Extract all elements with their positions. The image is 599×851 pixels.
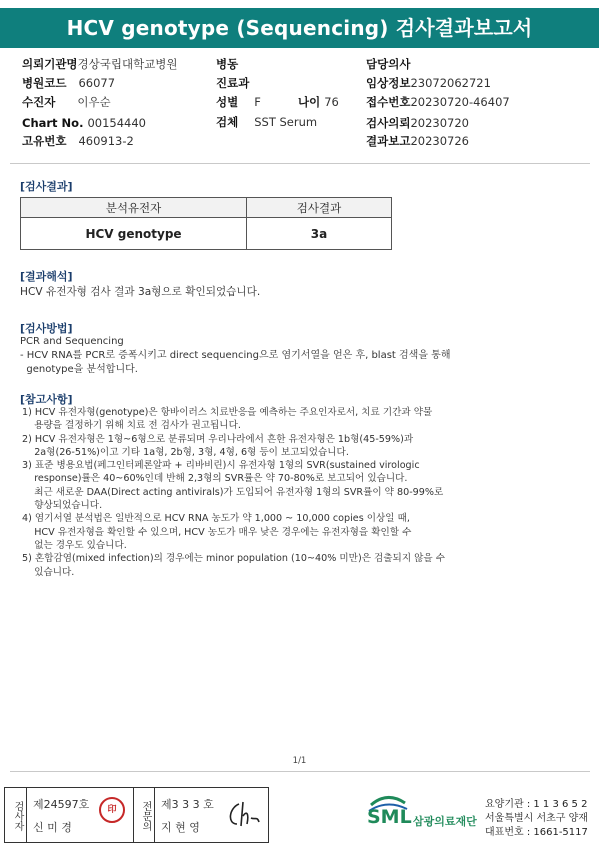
facility-phone: 대표번호 : 1661-5117 (485, 827, 588, 838)
footer-divider (10, 771, 590, 772)
field-specimen: 검체 SST Serum (216, 115, 318, 129)
logo-abbr: SML (367, 806, 412, 828)
field-department: 진료과 (216, 76, 250, 90)
inspector-no: 제24597호 (33, 798, 90, 811)
note-line: 3) 표준 병용요법(페그인터페론알파 + 리바비린)시 유전자형 1형의 SVR(sustained virologic (22, 460, 420, 472)
inspector-label: 검사자 (5, 788, 27, 842)
field-ward: 병동 (216, 57, 239, 71)
reviewer-no: 제3 3 3 호 (161, 798, 214, 811)
notes-heading: [참고사항] (20, 393, 73, 406)
reviewer-signature-icon (225, 798, 265, 832)
method-line: - HCV RNA를 PCR로 증폭시키고 direct sequencing으로 염기서열을 얻은 후, blast 검색을 통해 (20, 350, 451, 361)
field-report-date: 결과보고20230726 (366, 134, 469, 148)
note-line: 용량을 결정하기 위해 치료 전 검사가 권고됩니다. (22, 420, 241, 432)
field-request-date: 검사의뢰20230720 (366, 116, 469, 130)
method-line: PCR and Sequencing (20, 336, 124, 347)
inspector-name: 신 미 경 (33, 821, 72, 834)
method-line: genotype을 분석합니다. (20, 364, 138, 375)
field-receipt-no: 접수번호20230720-46407 (366, 95, 510, 109)
result-heading: [검사결과] (20, 180, 73, 193)
result-col-gene: 분석유전자 (21, 198, 247, 218)
inspector-seal-icon: 印 (99, 797, 125, 823)
method-heading: [검사방법] (20, 322, 73, 335)
notes-list (22, 406, 445, 579)
interpretation-heading: [결과해석] (20, 270, 73, 283)
interpretation-text: HCV 유전자형 검사 결과 3a형으로 확인되었습니다. (20, 286, 261, 298)
field-doctor: 담당의사 (366, 57, 411, 71)
field-clinical-info: 임상정보23072062721 (366, 76, 491, 90)
result-col-result: 검사결과 (247, 198, 392, 218)
header-divider (10, 163, 590, 164)
note-line: HCV 유전자형을 확인할 수 있으며, HCV 농도가 매우 낮은 경우에는 유전자형을 확인할 수 (22, 526, 412, 538)
signature-box (4, 787, 269, 843)
result-table (20, 197, 392, 250)
report-title: HCV genotype (Sequencing) 검사결과보고서 (0, 8, 599, 48)
facility-address: 서울특별시 서초구 양재 (485, 813, 588, 824)
field-hospital-code: 병원코드 66077 (22, 76, 116, 90)
note-line: 1) HCV 유전자형(genotype)은 항바이러스 치료반응을 예측하는 주요인자로서, 치료 기간과 약물 (22, 407, 433, 418)
field-requesting-institution: 의뢰기관명경상국립대학교병원 (22, 57, 178, 71)
reviewer-label: 전문의 (133, 788, 155, 842)
note-line: 향상되었습니다. (22, 500, 103, 512)
facility-code: 요양기관 : 1 1 3 6 5 2 (485, 799, 588, 810)
field-chart-no: Chart No. 00154440 (22, 116, 146, 130)
note-line: 2a형(26-51%)이고 기타 1a형, 2b형, 3형, 4형, 6형 등이 보고되었습니다. (22, 446, 349, 458)
note-line: 최근 새로운 DAA(Direct acting antivirals)가 도입되어 유전자형 1형의 SVR률이 약 80-99%로 (22, 486, 444, 498)
note-line: 4) 염기서열 분석법은 일반적으로 HCV RNA 농도가 약 1,000 ~ 10,000 copies 이상일 때, (22, 513, 410, 525)
field-age: 나이 76 (298, 95, 339, 109)
note-line: response)률은 40~60%인데 반해 2,3형의 SVR률은 약 70-80%로 보고되어 있습니다. (22, 473, 408, 485)
sml-logo (367, 793, 477, 837)
result-gene: HCV genotype (21, 218, 247, 250)
note-line: 5) 혼합감염(mixed infection)의 경우에는 minor population (10~40% 미만)은 검출되지 않을 수 (22, 553, 445, 565)
field-sex: 성별 F (216, 95, 261, 109)
field-patient-name: 수진자 이우순 (22, 95, 111, 109)
logo-name: 삼광의료재단 (413, 815, 477, 828)
note-line: 없는 경우도 있습니다. (22, 539, 127, 551)
field-unique-no: 고유번호 460913-2 (22, 134, 134, 148)
page-number: 1/1 (292, 756, 307, 766)
result-value: 3a (247, 218, 392, 250)
reviewer-name: 지 현 영 (161, 821, 200, 834)
note-line: 있습니다. (22, 566, 75, 578)
note-line: 2) HCV 유전자형은 1형~6형으로 분류되며 우리나라에서 흔한 유전자형은 1b형(45-59%)과 (22, 433, 414, 445)
